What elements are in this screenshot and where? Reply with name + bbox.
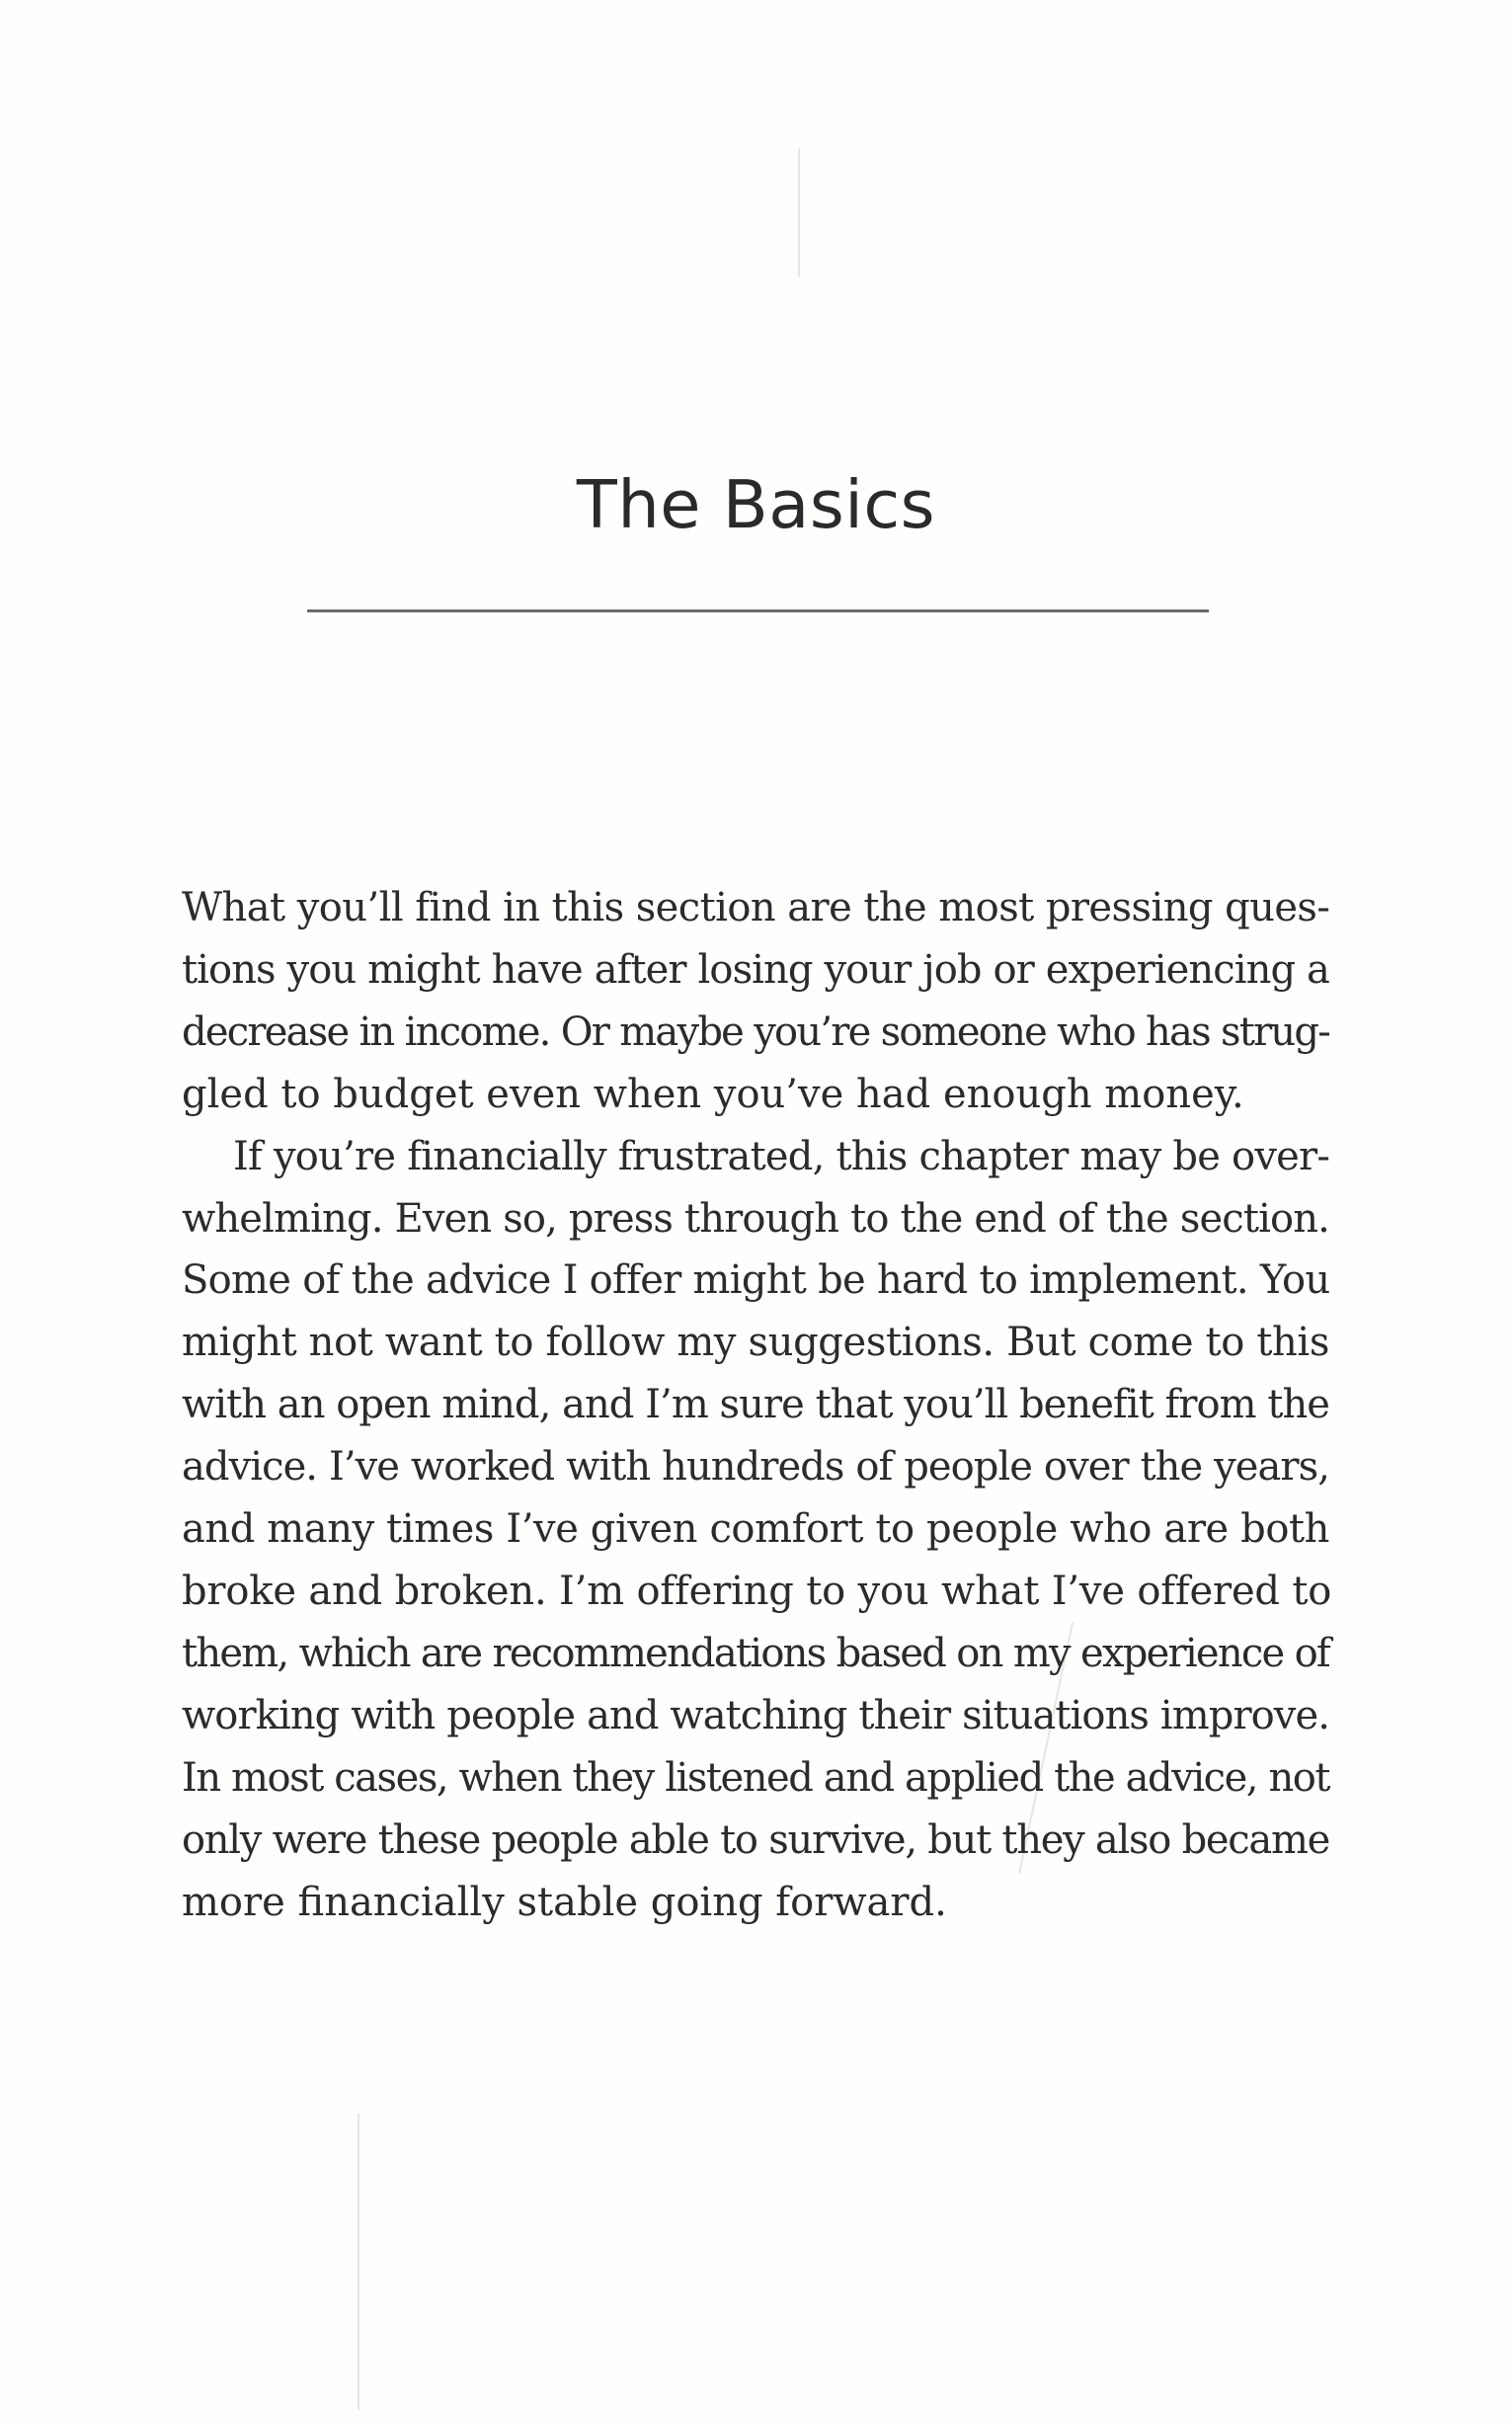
body-line: whelming. Even so, press through to the end of the section.: [182, 1195, 1329, 1242]
body-line: advice. I’ve worked with hundreds of people over the years,: [182, 1444, 1329, 1491]
body-line: In most cases, when they listened and applied the advice, not: [182, 1754, 1329, 1801]
scan-artifact: [798, 148, 800, 277]
scan-artifact: [358, 2114, 359, 2410]
body-line: might not want to follow my suggestions. But come to this: [182, 1320, 1329, 1366]
body-line: with an open mind, and I’m sure that you’ll benefit from the: [182, 1382, 1329, 1428]
body-line: and many times I’ve given comfort to people who are both: [182, 1506, 1329, 1553]
body-line: gled to budget even when you’ve had enough money.: [182, 1071, 1244, 1117]
body-line: only were these people able to survive, but they also became: [182, 1816, 1329, 1863]
body-line: If you’re financially frustrated, this chapter may be over-: [233, 1133, 1330, 1179]
body-line: them, which are recommendations based on my experience of: [182, 1630, 1329, 1676]
body-line: Some of the advice I offer might be hard to implement. You: [182, 1257, 1330, 1304]
body-line: working with people and watching their situations improve.: [182, 1692, 1329, 1738]
body-line: more financially stable going forward.: [182, 1879, 947, 1925]
body-line: decrease in income. Or maybe you’re someone who has strug-: [182, 1009, 1329, 1055]
body-line: broke and broken. I’m offering to you what I’ve offered to: [182, 1568, 1332, 1614]
body-line: What you’ll find in this section are the most pressing ques-: [182, 885, 1330, 930]
chapter-body: [182, 877, 1332, 1933]
title-divider: [307, 609, 1209, 612]
body-line: tions you might have after losing your job or experiencing a: [182, 946, 1329, 993]
chapter-title: The Basics: [576, 466, 936, 543]
